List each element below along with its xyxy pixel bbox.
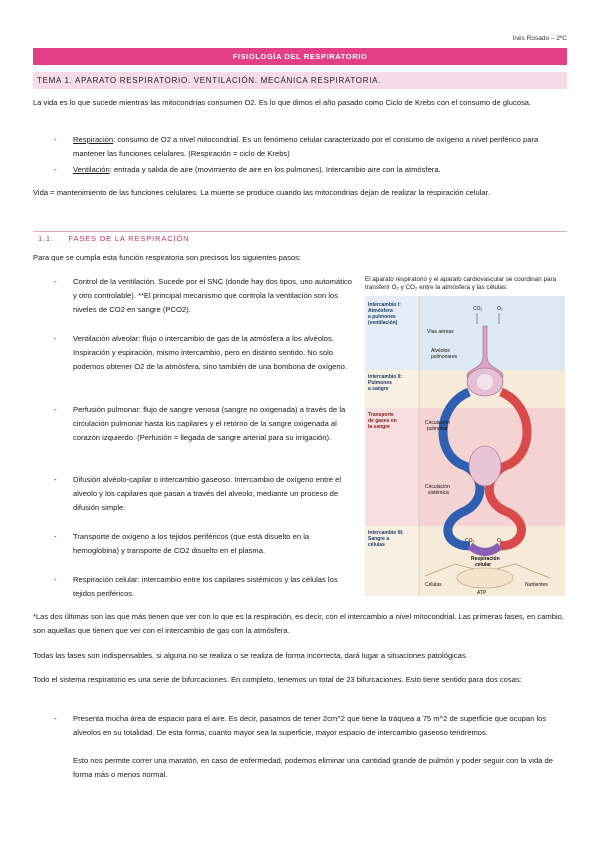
section-number: 1.1.	[38, 234, 54, 243]
respiratory-cardiovascular-figure	[365, 276, 565, 596]
section-divider	[33, 231, 567, 232]
document-title: FISIOLOGÍA DEL RESPIRATORIO	[33, 48, 567, 65]
label-transporte: Transporte de gases en la sangre	[368, 412, 397, 430]
heart-shape	[469, 446, 501, 486]
label-o2-top: O₂	[497, 306, 503, 312]
section-title-text: FASES DE LA RESPIRACIÓN	[68, 234, 190, 243]
phase-item: Difusión alvéolo-capilar o intercambio gaseoso. Intercambio de oxígeno entre el alveolo y los capilares que pasan a través del alveolo, mediante un proceso de difusión simple.	[73, 475, 342, 512]
label-intercambio1: Intercambio I: Atmósfera a pulmones (ventilación)	[368, 302, 401, 326]
label-vias-aereas: Vías aéreas	[427, 329, 454, 335]
intro-paragraph: La vida es lo que sucede mientras las mitocondrias consumen O2. Es lo que dimos el año pasado como Ciclo de Krebs con el consumo de glucosa.	[33, 98, 532, 107]
phase-item: Control de la ventilación. Sucede por el SNC (donde hay dos tipos, uno automático y otro controlable). **El principal mecanismo que controla la ventilación son los niveles de CO2 en sangre (PCO2).	[73, 277, 353, 314]
bullet-dash: -	[54, 135, 57, 144]
label-alveolos: Alvéolos pulmonares	[431, 348, 458, 360]
bullet-dash: -	[54, 405, 57, 414]
section-intro: Para que se cumpla esta función respiratoria son precisos los siguientes pasos:	[33, 253, 302, 262]
label-circ-pulmonar: Circulación pulmonar	[425, 420, 450, 432]
label-resp-celular: Respiración celular	[471, 556, 500, 568]
definition-respiracion-text: : consumo de O2 a nivel mitocondrial. Es un fenómeno celular caracterizado por el consumo de oxígeno a nivel periférico para mantener las funciones celulares. (Respiración = ciclo de Krebs)	[73, 135, 539, 158]
vida-paragraph: Vida = mantenimiento de las funciones celulares. La muerte se produce cuando las mitocondrias dejan de realizar la respiración celular.	[33, 188, 490, 197]
note-paragraph: Todo el sistema respiratorio es una serie de bifurcaciones. En completo, tenemos un total de 23 bifurcaciones. Esto tiene sentido para dos cosas:	[33, 675, 522, 684]
figure-diagram	[365, 296, 565, 596]
bullet-dash: -	[54, 334, 57, 343]
phase-item: Perfusión pulmonar: flujo de sangre venosa (sangre no oxigenada) a través de la circulación pulmonar hasta los capilares y el retorno de la sangre oxigenada al corazón izquierdo. (Perfusión = llegada de sangre arterial para su irrigación).	[73, 405, 346, 442]
cell-shape	[457, 568, 513, 588]
phase-item: Transporte de oxígeno a los tejidos periféricos (que está disuelto en la hemoglobina) y transporte de CO2 disuelto en el plasma.	[73, 532, 310, 555]
term-respiracion: Respiración	[73, 135, 114, 144]
label-atp: ATP	[477, 590, 487, 596]
label-celulas: Células	[425, 582, 442, 588]
author-name: Inés Rosado – 2ºC	[512, 35, 567, 42]
final-bullet-line1: Presenta mucha área de espacio para el aire. Es decir, pasamos de tener 2cm^2 que tiene la tráquea a 75 m^2 de superficie que ocupan los alveolos en su totalidad. De esta forma, cuanto mayor sea la superficie, mayor espacio de intercambio gaseoso tendremos.	[73, 714, 547, 737]
label-co2-bottom: CO₂	[465, 538, 475, 544]
bullet-dash: -	[54, 277, 57, 286]
bullet-dash: -	[54, 165, 57, 174]
topic-heading: TEMA 1. APARATO RESPIRATORIO. VENTILACIÓN. MECÁNICA RESPIRATORIA.	[33, 72, 567, 89]
label-intercambio3: Intercambio III: Sangre a células	[368, 530, 404, 548]
label-co2-top: CO₂	[473, 306, 483, 312]
definition-ventilacion-text: : entrada y salida de aire (movimiento de aire en los pulmones). Intercambio aire con la atmósfera.	[109, 165, 441, 174]
bullet-dash: -	[54, 475, 57, 484]
label-nutrientes: Nutrientes	[525, 582, 548, 588]
note-paragraph: Todas las fases son indispensables, si alguna no se realiza o se realiza de forma incorrecta, dará lugar a situaciones patológicas.	[33, 651, 468, 660]
figure-caption: El aparato respiratorio y el aparato cardiovascular se coordinan para transferir O₂ y CO₂ entre la atmósfera y las células.	[365, 276, 557, 292]
final-bullet-line2: Esto nos permite correr una maratón, en caso de enfermedad, podemos eliminar una cantidad grande de pulmón y poder seguir con la vida de forma más o menos normal.	[73, 756, 553, 779]
label-circ-sistemica: Circulación sistémica	[425, 484, 450, 496]
phase-item: Respiración celular: intercambio entre los capilares sistémicos y las células los tejidos periféricos.	[73, 575, 338, 598]
bullet-dash: -	[54, 532, 57, 541]
definition-ventilacion	[73, 163, 567, 177]
label-intercambio2: Intercambio II: Pulmones a sangre	[368, 374, 403, 392]
definition-respiracion	[73, 133, 567, 160]
label-panel	[365, 296, 419, 596]
label-o2-bottom: O₂	[497, 538, 503, 544]
phase-item: Ventilación alveolar: flujo o intercambio de gas de la atmósfera a los alvéolos. Inspiración y espiración, mismo intercambio, pero en distinto sentido. No solo podemos obtener O2 de la atmósfera, sino también de una bombona de oxígeno.	[73, 334, 347, 371]
alveolus-inner	[477, 374, 493, 390]
bullet-dash: -	[54, 714, 57, 723]
section-heading	[38, 234, 189, 243]
term-ventilacion: Ventilación	[73, 165, 110, 174]
note-paragraph: *Las dos últimas son las que más tienen que ver con lo que es la respiración, es decir, con el intercambio a nivel mitocondrial. Las primeras fases, en cambio, son aquellas que tienen que ver con el intercambio de gas con la atmósfera.	[33, 612, 564, 635]
bullet-dash: -	[54, 575, 57, 584]
